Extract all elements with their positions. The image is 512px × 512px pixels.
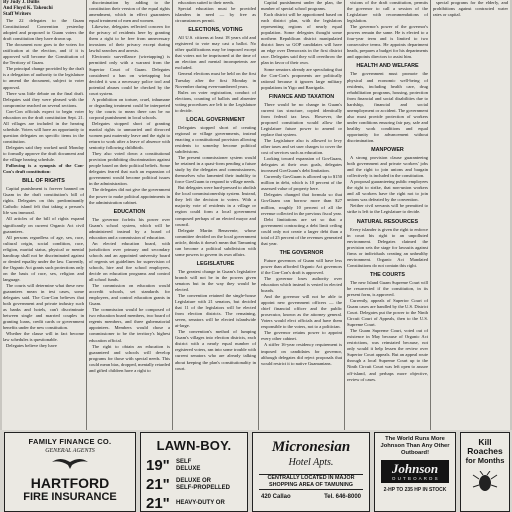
column-rule — [86, 0, 87, 430]
article-paragraph: visions of the draft constitution, permits the governor to call a session of the Legislature with recommendations of legislation. — [347, 0, 428, 24]
article-paragraph: Special education must be provided islanders in need — by free as circumstances permit. — [175, 6, 256, 24]
article-paragraph: special programs for the elderly, and prohibitions against contracted water rates or capital. — [433, 0, 508, 18]
byline-line: And Floyd K. Takeuchi — [3, 6, 53, 11]
ad-address: 420 Callao — [261, 494, 291, 500]
column-6 — [433, 0, 508, 430]
contact-row — [261, 494, 361, 500]
tagline-line: The World Runs More — [385, 436, 445, 442]
tagline-line: Johnson Than Any Other — [380, 443, 450, 449]
mower-desc — [176, 459, 200, 473]
article-paragraph: The commission would be composed of two education board members, two board of regents members, and three gubernatorial appointees. Members would chose a commissioner to be the territory's highest education official. — [89, 307, 170, 343]
ad-title: FAMILY FINANCE CO. — [28, 437, 112, 446]
article-paragraph: The delegates did not give the government the power to make political appointments in the administration cabinet. — [89, 187, 170, 205]
article-paragraph: Some senators already are speculating that the Con-Con's proponents are politically rational because it ignores large military populations in Yigo and Barrigada. — [261, 66, 342, 90]
article-paragraph: But delegates were hard-pressed to abolish the local commissionership system. Instead, they left the decision to voters. With a majority vote of residents in a village or region could form a local government composed perhaps of an elected mayor and council. — [175, 185, 256, 227]
article-paragraph: The present commissioner system would be retained in a quasi-form pending a future study by the delegates and commissioners, themselves who lamented their inability to force GovGuam to respond to village needs. — [175, 155, 256, 185]
kill-roaches-ad[interactable] — [460, 432, 510, 512]
article-paragraph: The convention retained the single-house Legislature with 21 senators, but decided that 11 of the legislators will be elected from election districts. The remaining, seven, senators will be elected islandwide at-large. — [175, 293, 256, 329]
article-paragraph: The governor loses authority over education which instead is vested in elected boards. — [261, 275, 342, 294]
article-paragraph: The greatest change in Guam's legislative branch will not be in the powers given senators but in the way they would be elected. — [175, 268, 256, 292]
article-paragraph: A proposal guaranteeing public employees the right to strike, that non-union workers and all workers have the right not to join unions was defeated by the convention. — [347, 179, 428, 203]
newspaper-page — [2, 0, 510, 430]
ad-main-text: FIRE INSURANCE — [23, 491, 117, 503]
article-paragraph: Delegates said they worked until Monday to formally approve the draft document and the village hearing schedule. — [3, 144, 84, 163]
ad-title: LAWN-BOY. — [156, 438, 232, 453]
ad-title: Kill Roaches — [467, 437, 503, 456]
article-paragraph: Delegates stopped short of granting marital rights to unmarried and divorced women past maternity leave and the right to return to work after a leave of absence with seniority following childbirth. — [89, 120, 170, 151]
article-paragraph: The commission on education would accredit schools, set standards for employees, and control education grants in Guam. — [89, 283, 170, 307]
section-heading: MANPOWER — [371, 147, 404, 154]
bug-icon — [461, 471, 509, 498]
ad-strip — [0, 430, 512, 512]
section-heading: EDUCATION — [113, 208, 146, 215]
ad-footer: 2-HP TO 235 HP IN STOCK — [383, 487, 447, 493]
ad-subtitle: GENERAL AGENTS — [45, 448, 95, 454]
article-paragraph: Looking toward expansion of GovGuam, delegates at their own goals, delegates increased GovGuam's debt limitation. — [261, 156, 342, 174]
brand-sub: O U T B O A R D S — [391, 476, 439, 481]
mower-desc-line: DELUXE OR — [176, 477, 212, 484]
mower-size: 21" — [146, 476, 170, 493]
column-5 — [347, 0, 428, 430]
lawnboy-row — [146, 476, 247, 493]
eagle-icon — [5, 456, 135, 475]
ad-subtitle: for Months — [465, 456, 505, 465]
article-paragraph: The principal change provided by the draft is a delegation of authority to the legislature to amend the document, subject to voter approval. — [3, 66, 84, 90]
article-paragraph: The Legislature also is allowed to levy other taxes and set user charges to cover the cost of services such as education. — [261, 137, 342, 156]
section-heading: THE COURTS — [369, 271, 406, 278]
article-paragraph: Debt limitations are set so that a government contracting a debt limit ceiling could only not create a larger debt than a total of 25 percent of the revenues generated that year. — [261, 216, 342, 246]
article-paragraph: Every islander is given the right to enforce in court his right to an unpolluted environment. Delegates claimed the provision sets the stage for lawsuits against firms or individuals creating an unhealthy environment. Organic Act Mandated Constitutions do not contain this right. — [347, 226, 428, 268]
article-paragraph: Rules on voter registration, conduct of elections, counting of ballots and absentee voting procedures are left to the Legislature to decide. — [175, 89, 256, 113]
column-rule — [430, 0, 431, 430]
mower-size: 19" — [146, 457, 170, 474]
section-heading: NATURAL RESOURCES — [356, 218, 419, 225]
article-paragraph: All persons regardless of age, sex, race, cultural origin, social condition, race, religion, marital status, physical or mental handicap shall not be discriminated against or denied equality under the law. Currently, the Organic Act grants such protections only on the basis of race, sex, religion and language. — [3, 234, 84, 282]
tagline-line: Outboard! — [400, 450, 429, 456]
article-paragraph: Neither civil servants will be permitted to strike is left to the Legislature to decide. — [347, 203, 428, 215]
mower-desc-line: HEAVY-DUTY OR — [176, 500, 225, 506]
article-paragraph: Capital punishment under the plan, the number of special school programs. — [261, 0, 342, 12]
article-paragraph: discrimination by adding to the constitution their version of the equal rights amendment, which in effect guarantees equal treatment of men and women. — [89, 0, 170, 24]
section-heading: BILL OF RIGHTS — [22, 178, 65, 185]
article-paragraph: Each district will be apportioned based on each district plan, with the legislators representing regions of nearly equal population. Some delegates thought some northern Republican district manipulated district lines so GOP candidates will have an edge over Democrats in the first district race. Delegates said they will overthrow the plan in favor of their own. — [261, 12, 342, 66]
article-paragraph: They also voted down a constitutional provision prohibiting discrimination against people based on their political beliefs. Some delegates feared that such an expansion of government would become political issues in the administration. — [89, 151, 170, 187]
johnson-logo — [381, 460, 449, 483]
location-banner — [259, 474, 363, 490]
article-paragraph: The governor forfeits his power over Guam's school system, which will be administered instead by a board of education and a commission of education. — [89, 216, 170, 240]
column-4 — [261, 0, 342, 430]
article-paragraph: The Guam Supreme Court, voted out of existence in May because of Organic Act restrictions, was reinstated because, not only would it help lessen the review over Superior Court appeals. But an appeal route through a local Supreme Court up to the Ninth Circuit Court was left open to assure off-island, and perhaps more objective, review of cases. — [347, 328, 428, 382]
article-paragraph: Delegate Martin Benavente, whose committee decided on the local government article, thinks it doesn't mean that Tamuning can become a political subdivision with some powers to govern its own affairs. — [175, 227, 256, 257]
ad-tagline — [375, 436, 455, 457]
byline-line: By Judy J. Dullis — [3, 0, 40, 5]
byline-line: Staff Writers — [3, 12, 32, 17]
article-paragraph: There would be no change in Guam's current tax structure, copied identically from federal tax laws. However, the proposed constitution would allow the Legislature future power to amend or replace that system. — [261, 101, 342, 137]
article-paragraph: Whether the clause will in fact become law schedules is questionable. — [3, 331, 84, 343]
column-rule — [344, 0, 345, 430]
article-paragraph: The government must promote the physical and economic well-being of residents, including health care, drug rehabilitation programs, housing, protection from financial and social disabilities due to hardship, financial and social unemployment or accident. The government also must provide protection of workers under conditions ensuring fair pay, safe and healthy work conditions and equal opportunity for advancement without discrimination. — [347, 71, 428, 143]
lawnboy-row — [146, 495, 247, 512]
article-paragraph: The governor's power of the governor's powers remain the same. He is elected to a four-year term and is limited to two consecutive terms. He appoints department heads, prepares a budget for his departments and appoints directors to assist him. — [347, 24, 428, 60]
article-paragraph: There was little debate on the final draft. Delegates said they were pleased with the compromise reached on several sections. — [3, 90, 84, 108]
article-paragraph: Likewise, delegates reflected concern for the privacy of residents here by granting them a right to be free from unnecessary invasions of their privacy except during lawful searches and arrests. — [89, 24, 170, 54]
article-paragraph: General elections must be held on the first Tuesday after the first Monday in November during even-numbered years. — [175, 71, 256, 89]
article-paragraph: The courts will determine what these new guarantees mean in test cases, some delegates said. The Con-Con believes that both government and private industry such as banks and hotels, can't discriminate between single and married couples in granting loans, credit cards or government benefits under the new constitution. — [3, 282, 84, 331]
mower-desc — [176, 500, 225, 507]
article-paragraph: Future governors of Guam will have less power than afforded Organic Act governors if the Con-Con's draft is approved. — [261, 257, 342, 275]
column-1 — [3, 0, 84, 430]
article-paragraph: Delegates stopped short of creating regional or village governments, instead enacting a constitutional provision allowing residents to someday become political subdivisions. — [175, 124, 256, 154]
ad-main-text: HARTFORD — [30, 475, 110, 491]
section-heading: ELECTIONS, VOTING — [188, 27, 243, 34]
banner-line: SHOPPING AREA OF TAMUNING — [269, 482, 353, 488]
column-rule — [172, 0, 173, 430]
mower-desc-line: SELF — [176, 458, 192, 465]
article-paragraph: All U.S. citizens at least 18 years old and registered to vote may cast a ballot. No other qualifications may be imposed except that voters not be imprisoned at the time of an election and mental incompetents are excluded. — [175, 35, 256, 71]
article-paragraph: The governor retains power to appoint every other cabinet. — [261, 330, 342, 342]
lawnboy-row — [146, 457, 247, 474]
column-2 — [89, 0, 170, 430]
article-paragraph: The new Island Guam Supreme Court will be resurrected if the constitution, in its present form, is approved. — [347, 279, 428, 297]
family-finance-ad[interactable] — [4, 432, 136, 512]
article-paragraph: An elected education board, with jurisdiction over primary and secondary schools and an appointed university board of regents set guidelines for supervision of schools, hire and fire school employees, decide on education programs and control all school funds. — [89, 240, 170, 283]
article-paragraph: Currently, appeals of Superior Court of Guam cases are handled by the U.S. District Court. Delegates put the power to the Ninth Circuit Court of Appeals, then to the U.S. Supreme Court. — [347, 297, 428, 328]
article-paragraph: Con-Con officials expect to begin voter education on the draft constitution Sept. 21. All villages are included in the hearing schedule. Voters will have an opportunity to question delegates on specific items in the constitution. — [3, 108, 84, 144]
brand-name: Johnson — [391, 461, 439, 476]
article-paragraph: Following is a synopsis of the Con-Con's draft constitution: — [3, 163, 84, 175]
ad-phone: Tel. 646-8000 — [324, 494, 361, 500]
mower-desc-line: SELF-PROPELLED — [176, 484, 231, 491]
ad-subtitle: Hotel Apts. — [288, 457, 334, 468]
mower-desc — [176, 478, 230, 492]
ad-title: Micronesian — [271, 439, 351, 455]
article-paragraph: The 22 delegates to the Guam Constitutional Convention yesterday adopted and proposed to Guam voters the draft constitution they have drawn up. — [3, 18, 84, 42]
section-heading: LOCAL GOVERNMENT — [186, 116, 245, 123]
lawnboy-ad[interactable] — [140, 432, 248, 512]
byline — [3, 0, 84, 18]
column-3 — [175, 0, 256, 430]
article-paragraph: The right to obtain an education is guaranteed and schools will develop programs for those with special needs. This could mean bias, dropped, mentally retarded and gifted children have a right to — [89, 343, 170, 373]
article-paragraph: Delegates changed that formula so that GovGuam can borrow more than $27 million, roughly 10 percent of all the revenue collected in the previous fiscal year. — [261, 192, 342, 216]
johnson-outboard-ad[interactable] — [374, 432, 456, 512]
article-paragraph: All articles of the bill of rights expand significantly on current Organic Act civil guarantees. — [3, 216, 84, 234]
article-paragraph: The document now goes to the voters for ratification at the election, and if it is approved will become the Constitution of the Territory of Guam. — [3, 42, 84, 66]
article-paragraph: The convention's method of lumping Guam's villages into election districts, each district with a nearly equal number of registered voters, ran into some trouble with current senators who are already talking about keeping the plan's constitutionality in court. — [175, 329, 256, 371]
section-heading: FINANCE AND TAXATION — [268, 93, 335, 100]
mower-desc-line: DELUXE — [176, 465, 201, 472]
section-heading: LEGISLATURE — [196, 260, 235, 267]
article-paragraph: Electronic surveillance (wiretapping) is permitted only with a warrant from the Superior Court of Guam. Delegates considered a ban on wiretapping but decided it was a necessary police tool and potential abuses could be checked by the court system. — [89, 54, 170, 96]
article-paragraph: And the governor will not be able to appoint new government officers — the chief financial officer and the public prosecutor, known as the attorney general. Voters would elect officials and have them responsible to the voters, not to a politician. — [261, 294, 342, 330]
article-paragraph: A stiffer 16-year residency requirement is imposed on candidates for governor, although delegates did reject proposals that would restrict it to native Guamanians. — [261, 342, 342, 366]
article-paragraph: Currently GovGuam is allowed up to $150 million in debt, which is 10 percent of the assessed value of property here. — [261, 174, 342, 192]
article-paragraph: A prohibition on torture, cruel, inhumane or degrading treatment could be interpreted by the courts to mean there can be no corporal punishment in local schools. — [89, 96, 170, 120]
mower-size: 21" — [146, 495, 170, 512]
micronesian-hotel-ad[interactable] — [252, 432, 370, 512]
article-paragraph: A strong provision clause guaranteeing both government and private workers' jobs and the right to join unions and bargain collectively is included in the constitution. — [347, 155, 428, 179]
banner-line: CENTRALLY LOCATED IN MAJOR — [267, 475, 355, 481]
section-heading: HEALTH AND WELFARE — [356, 63, 419, 70]
section-heading: THE GOVERNOR — [279, 249, 324, 256]
column-rule — [258, 0, 259, 430]
article-paragraph: Delegates believe they have — [6, 343, 57, 349]
article-paragraph: Capital punishment is forever banned on Guam in the draft constitution's bill of rights. Delegates on this predominantly Catholic island felt that taking a person's life was immoral. — [3, 186, 84, 216]
article-paragraph: education suited to their needs. — [178, 0, 235, 5]
